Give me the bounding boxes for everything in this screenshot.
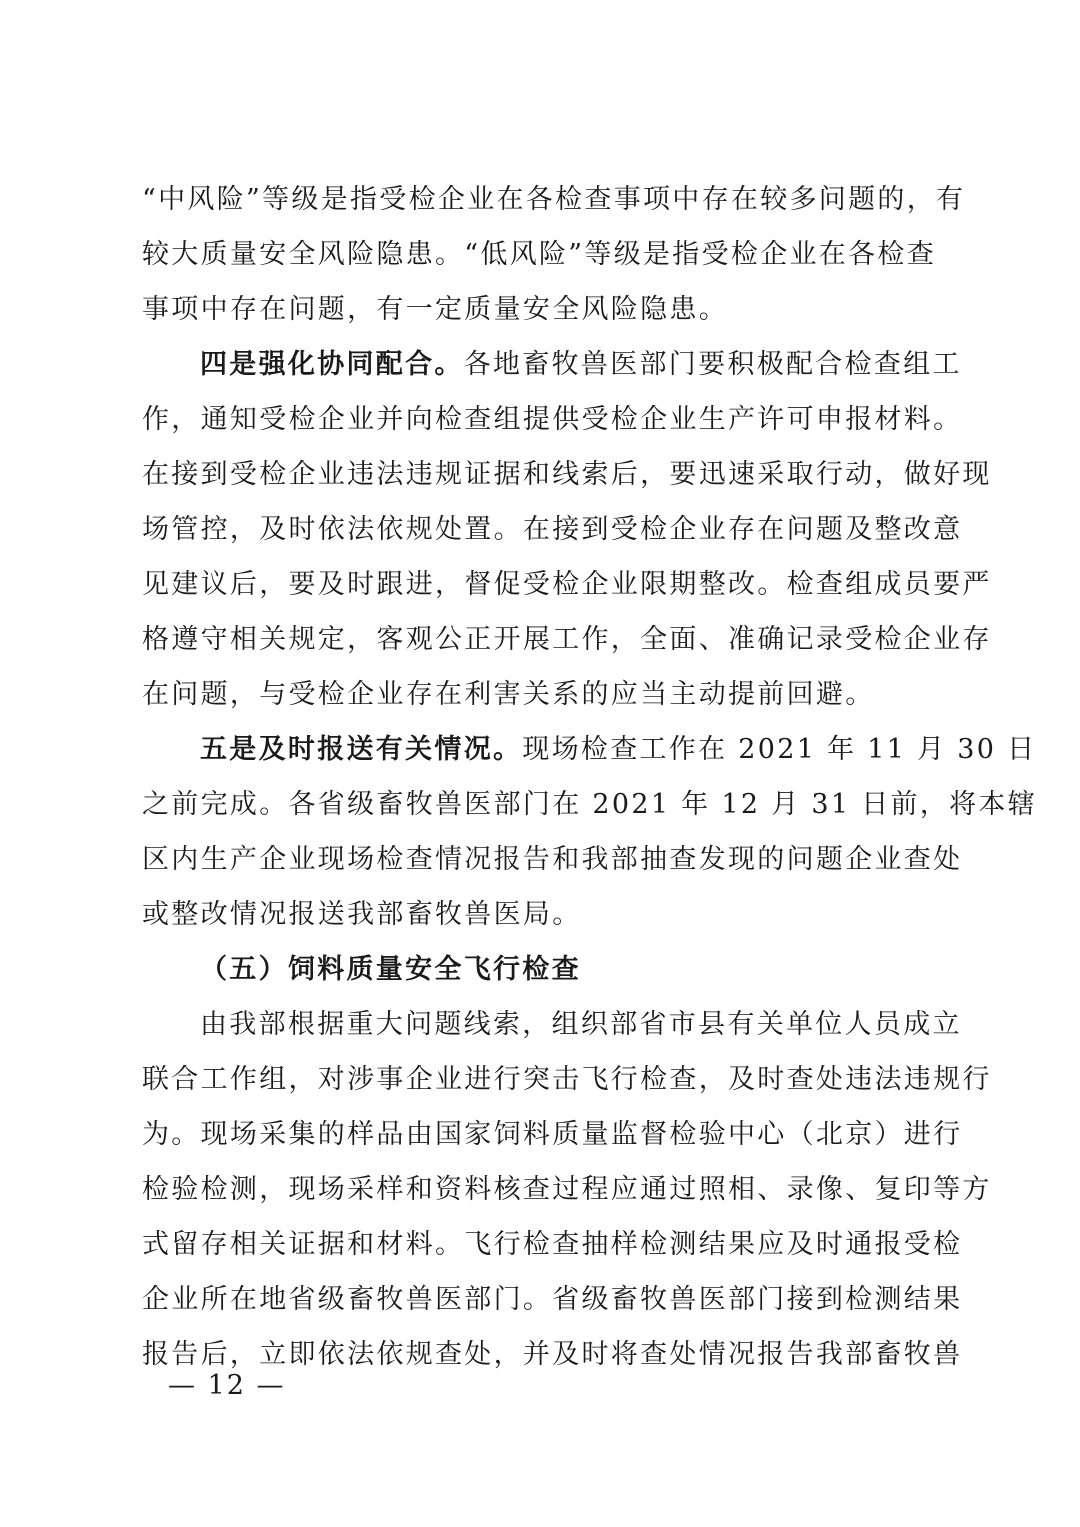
text-line: “中风险”等级是指受检企业在各检查事项中存在较多问题的，有 (142, 184, 966, 215)
text-line: 之前完成。各省级畜牧兽医部门在 2021 年 12 月 31 日前，将本辖 (142, 789, 1038, 820)
section-heading: （五）饲料质量安全飞行检查 (200, 954, 581, 985)
text-line: 作，通知受检企业并向检查组提供受检企业生产许可申报材料。 (142, 404, 963, 435)
text-line: 场管控，及时依法依规处置。在接到受检企业存在问题及整改意 (142, 514, 963, 545)
text-line: 联合工作组，对涉事企业进行突击飞行检查，及时查处违法违规行 (142, 1064, 992, 1095)
text-line: 式留存相关证据和材料。飞行检查抽样检测结果应及时通报受检 (142, 1229, 963, 1260)
text-line: 区内生产企业现场检查情况报告和我部抽查发现的问题企业查处 (142, 844, 963, 875)
text-line: 或整改情况报送我部畜牧兽医局。 (142, 899, 582, 930)
paragraph-text: 现场检查工作在 2021 年 11 月 30 日 (522, 734, 1037, 765)
text-line: 由我部根据重大问题线索，组织部省市县有关单位人员成立 (200, 1009, 962, 1040)
text-line: 为。现场采集的样品由国家饲料质量监督检验中心（北京）进行 (142, 1119, 963, 1150)
text-line: 报告后，立即依法依规查处，并及时将查处情况报告我部畜牧兽 (142, 1339, 963, 1370)
page-number: — 12 — (168, 1370, 286, 1401)
text-line: 在问题，与受检企业存在利害关系的应当主动提前回避。 (142, 679, 875, 710)
text-line: 见建议后，要及时跟进，督促受检企业限期整改。检查组成员要严 (142, 569, 992, 600)
text-line: 企业所在地省级畜牧兽医部门。省级畜牧兽医部门接到检测结果 (142, 1284, 963, 1315)
text-line: 检验检测，现场采样和资料核查过程应通过照相、录像、复印等方 (142, 1174, 992, 1205)
text-line: 格遵守相关规定，客观公正开展工作，全面、准确记录受检企业存 (142, 624, 992, 655)
paragraph-lead: 五是及时报送有关情况。 (200, 734, 523, 765)
paragraph-lead: 四是强化协同配合。 (200, 349, 464, 380)
text-line (142, 722, 1037, 777)
document-body (142, 172, 1038, 1382)
text-line: 在接到受检企业违法违规证据和线索后，要迅速采取行动，做好现 (142, 459, 992, 490)
text-line (142, 337, 962, 392)
text-line: 较大质量安全风险隐患。“低风险”等级是指受检企业在各检查 (142, 239, 937, 270)
paragraph-text: 各地畜牧兽医部门要积极配合检查组工 (463, 349, 962, 380)
text-line: 事项中存在问题，有一定质量安全风险隐患。 (142, 294, 728, 325)
